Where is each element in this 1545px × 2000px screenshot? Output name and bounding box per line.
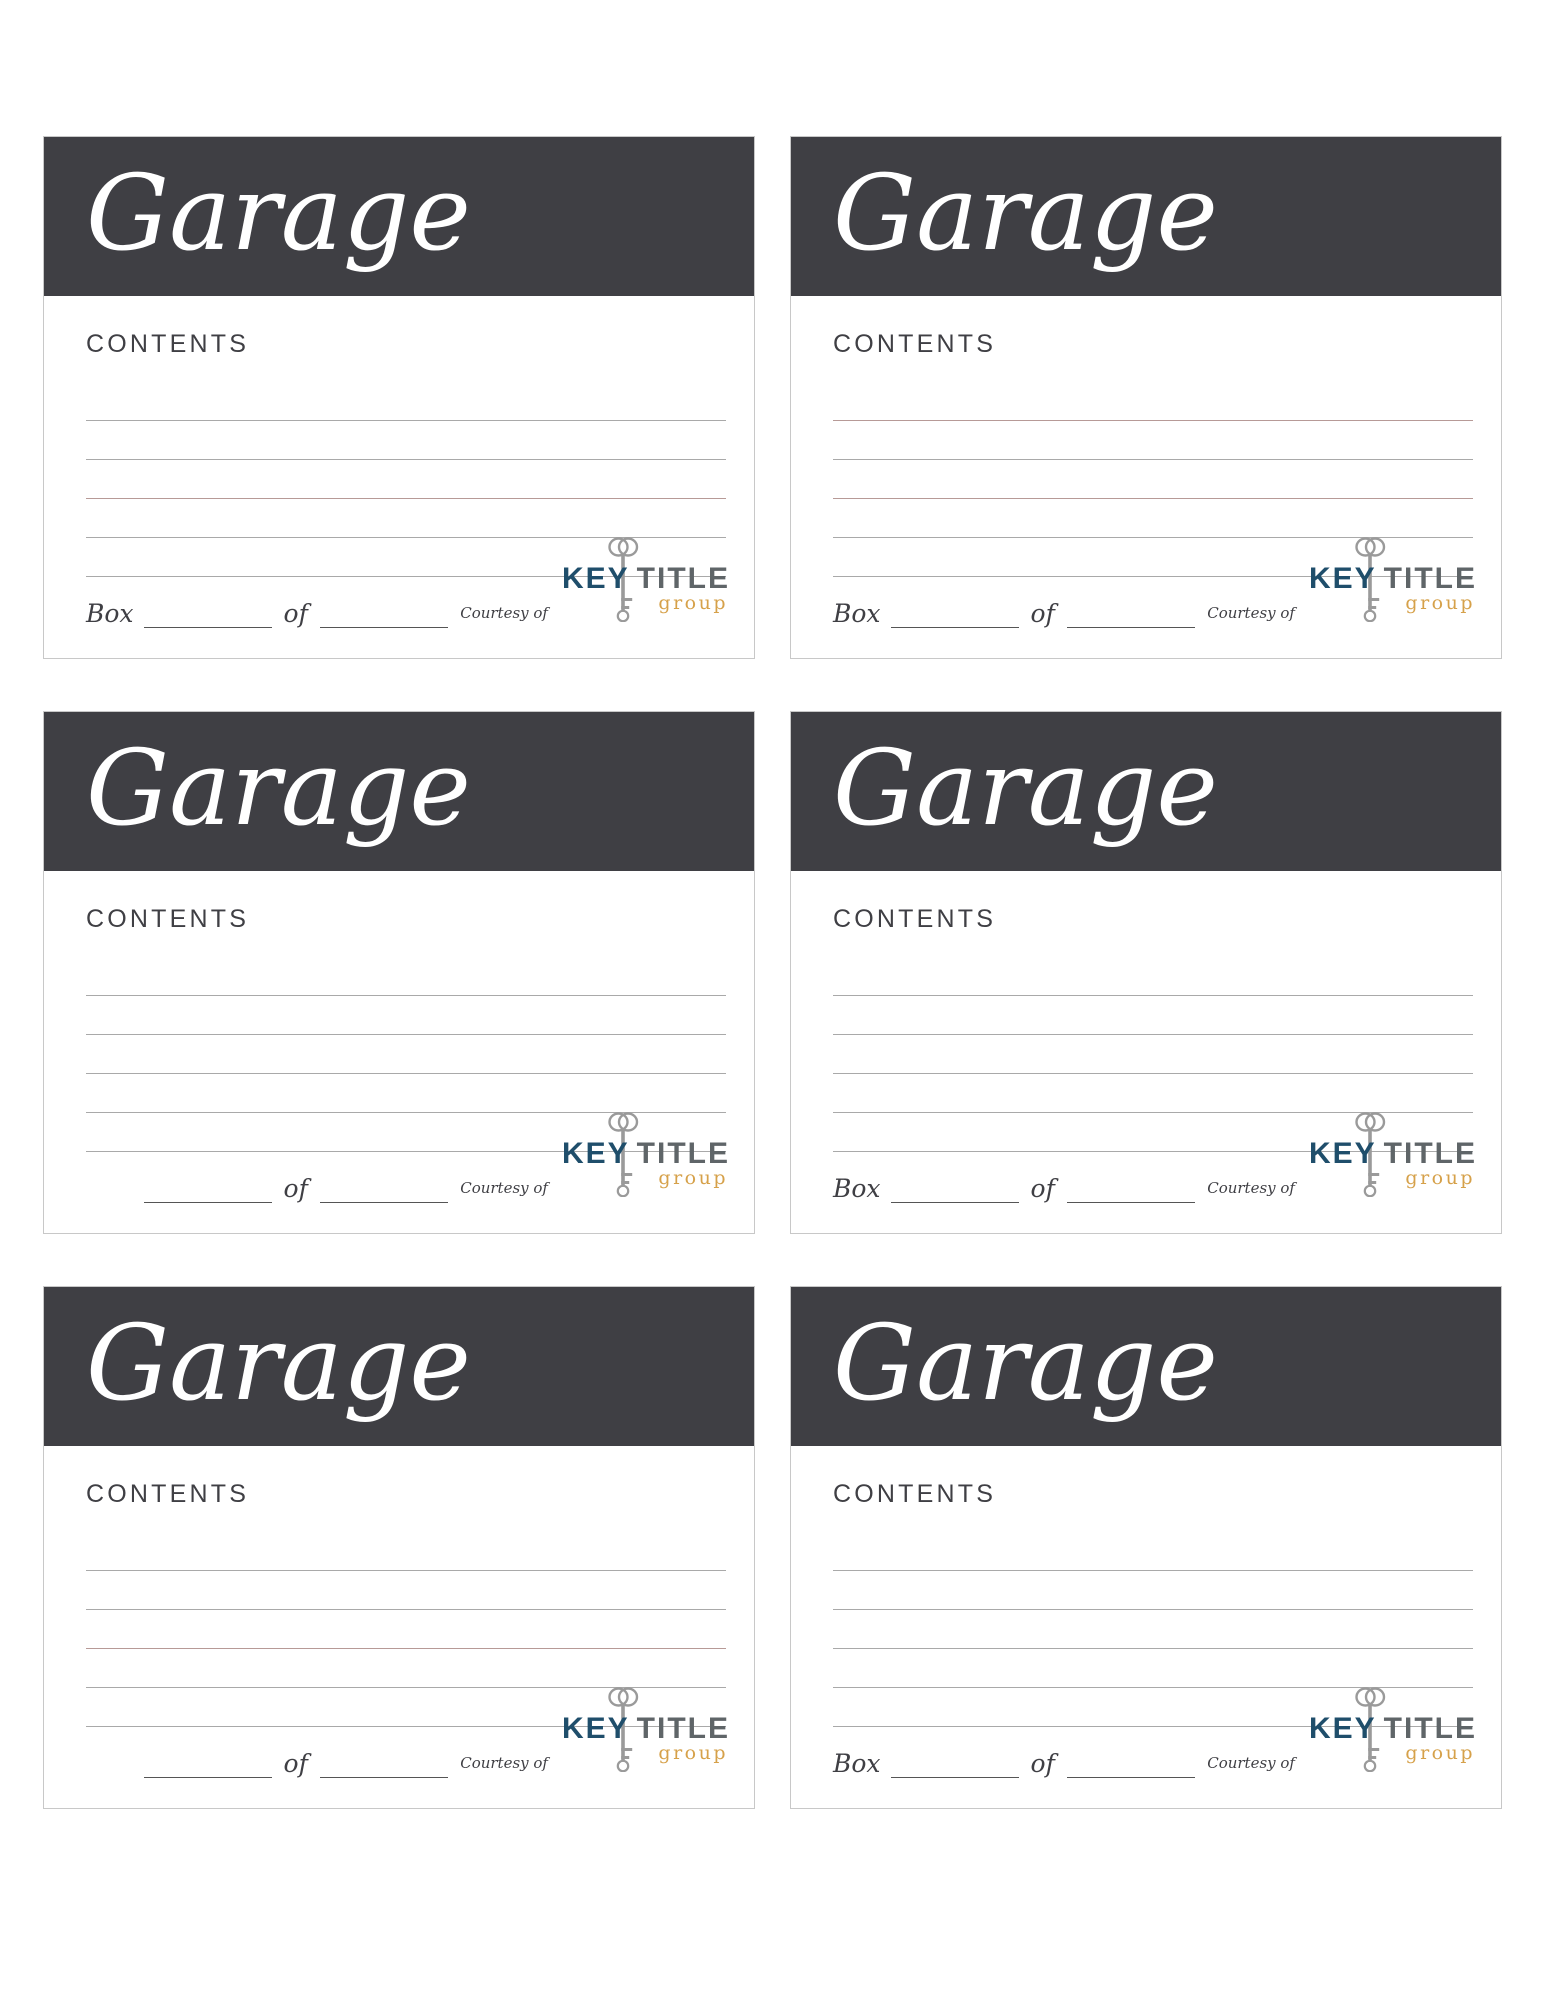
logo-group-word: group <box>1405 1742 1475 1764</box>
box-number-blank[interactable] <box>891 1755 1019 1778</box>
key-title-group-logo <box>1309 1692 1477 1778</box>
box-total-blank[interactable] <box>1067 1180 1195 1203</box>
box-total-blank[interactable] <box>320 1180 448 1203</box>
contents-heading: CONTENTS <box>86 1480 250 1508</box>
write-line[interactable] <box>86 382 726 421</box>
contents-heading: CONTENTS <box>833 905 997 933</box>
logo-group-word: group <box>1405 1167 1475 1189</box>
of-word: of <box>1030 599 1055 628</box>
logo-group-word: group <box>658 592 728 614</box>
write-line[interactable] <box>86 499 726 538</box>
courtesy-text: Courtesy of <box>460 1179 548 1197</box>
box-total-blank[interactable] <box>320 605 448 628</box>
label-card <box>790 136 1502 659</box>
write-line[interactable] <box>833 957 1473 996</box>
box-number-blank[interactable] <box>891 1180 1019 1203</box>
write-line[interactable] <box>833 382 1473 421</box>
label-body <box>44 296 754 658</box>
label-body <box>44 871 754 1233</box>
courtesy-text: Courtesy of <box>1207 1179 1295 1197</box>
label-grid <box>40 136 1505 1821</box>
key-title-group-logo <box>562 1117 730 1203</box>
courtesy-text: Courtesy of <box>460 1754 548 1772</box>
write-line[interactable] <box>86 996 726 1035</box>
label-card <box>43 711 755 1234</box>
write-line[interactable] <box>833 1649 1473 1688</box>
box-number-blank[interactable] <box>144 605 272 628</box>
box-total-blank[interactable] <box>320 1755 448 1778</box>
courtesy-text: Courtesy of <box>1207 604 1295 622</box>
label-body <box>791 871 1501 1233</box>
label-header <box>791 712 1501 871</box>
write-line[interactable] <box>833 1610 1473 1649</box>
of-word: of <box>283 599 308 628</box>
box-number-blank[interactable] <box>891 605 1019 628</box>
key-title-group-logo <box>562 542 730 628</box>
label-body <box>791 1446 1501 1808</box>
courtesy-text: Courtesy of <box>460 604 548 622</box>
write-line[interactable] <box>833 1532 1473 1571</box>
logo-key-word: KEY <box>562 562 630 595</box>
write-line[interactable] <box>86 1610 726 1649</box>
logo-title-word: TITLE <box>636 1137 730 1170</box>
label-header <box>44 712 754 871</box>
box-number-blank[interactable] <box>144 1180 272 1203</box>
logo-key-word: KEY <box>1309 1137 1377 1170</box>
write-line[interactable] <box>86 421 726 460</box>
write-line[interactable] <box>86 1035 726 1074</box>
write-line[interactable] <box>86 957 726 996</box>
box-total-blank[interactable] <box>1067 1755 1195 1778</box>
logo-key-word: KEY <box>562 1137 630 1170</box>
label-card <box>43 136 755 659</box>
write-line[interactable] <box>833 1035 1473 1074</box>
contents-heading: CONTENTS <box>86 905 250 933</box>
logo-group-word: group <box>1405 592 1475 614</box>
label-header <box>791 137 1501 296</box>
label-card <box>790 711 1502 1234</box>
write-line[interactable] <box>833 460 1473 499</box>
of-word: of <box>1030 1174 1055 1203</box>
logo-key-word: KEY <box>1309 1712 1377 1745</box>
label-title: Garage <box>86 726 471 849</box>
write-line[interactable] <box>833 421 1473 460</box>
box-word: Box <box>833 599 881 628</box>
box-total-blank[interactable] <box>1067 605 1195 628</box>
label-footer <box>833 542 1477 628</box>
label-header <box>791 1287 1501 1446</box>
box-word: Box <box>833 1749 881 1778</box>
label-title: Garage <box>833 151 1218 274</box>
label-body <box>791 296 1501 658</box>
write-line[interactable] <box>833 996 1473 1035</box>
of-word: of <box>283 1174 308 1203</box>
contents-heading: CONTENTS <box>833 1480 997 1508</box>
key-title-group-logo <box>562 1692 730 1778</box>
label-title: Garage <box>86 1301 471 1424</box>
of-word: of <box>1030 1749 1055 1778</box>
write-line[interactable] <box>833 499 1473 538</box>
logo-group-word: group <box>658 1742 728 1764</box>
write-line[interactable] <box>86 1074 726 1113</box>
key-title-group-logo <box>1309 542 1477 628</box>
of-word: of <box>283 1749 308 1778</box>
label-footer <box>86 542 730 628</box>
label-footer <box>86 1692 730 1778</box>
logo-title-word: TITLE <box>636 562 730 595</box>
label-footer <box>833 1692 1477 1778</box>
courtesy-text: Courtesy of <box>1207 1754 1295 1772</box>
write-line[interactable] <box>86 1532 726 1571</box>
label-footer <box>833 1117 1477 1203</box>
label-body <box>44 1446 754 1808</box>
label-card <box>790 1286 1502 1809</box>
logo-title-word: TITLE <box>1383 1137 1477 1170</box>
label-header <box>44 1287 754 1446</box>
logo-title-word: TITLE <box>1383 1712 1477 1745</box>
logo-key-word: KEY <box>562 1712 630 1745</box>
box-number-blank[interactable] <box>144 1755 272 1778</box>
label-card <box>43 1286 755 1809</box>
logo-title-word: TITLE <box>1383 562 1477 595</box>
logo-title-word: TITLE <box>636 1712 730 1745</box>
box-word: Box <box>833 1174 881 1203</box>
contents-heading: CONTENTS <box>833 330 997 358</box>
key-title-group-logo <box>1309 1117 1477 1203</box>
label-header <box>44 137 754 296</box>
logo-key-word: KEY <box>1309 562 1377 595</box>
logo-group-word: group <box>658 1167 728 1189</box>
write-line[interactable] <box>833 1571 1473 1610</box>
write-line[interactable] <box>86 1649 726 1688</box>
label-title: Garage <box>833 726 1218 849</box>
label-footer <box>86 1117 730 1203</box>
write-line[interactable] <box>86 460 726 499</box>
write-line[interactable] <box>833 1074 1473 1113</box>
write-line[interactable] <box>86 1571 726 1610</box>
label-title: Garage <box>833 1301 1218 1424</box>
contents-heading: CONTENTS <box>86 330 250 358</box>
label-title: Garage <box>86 151 471 274</box>
box-word: Box <box>86 599 134 628</box>
